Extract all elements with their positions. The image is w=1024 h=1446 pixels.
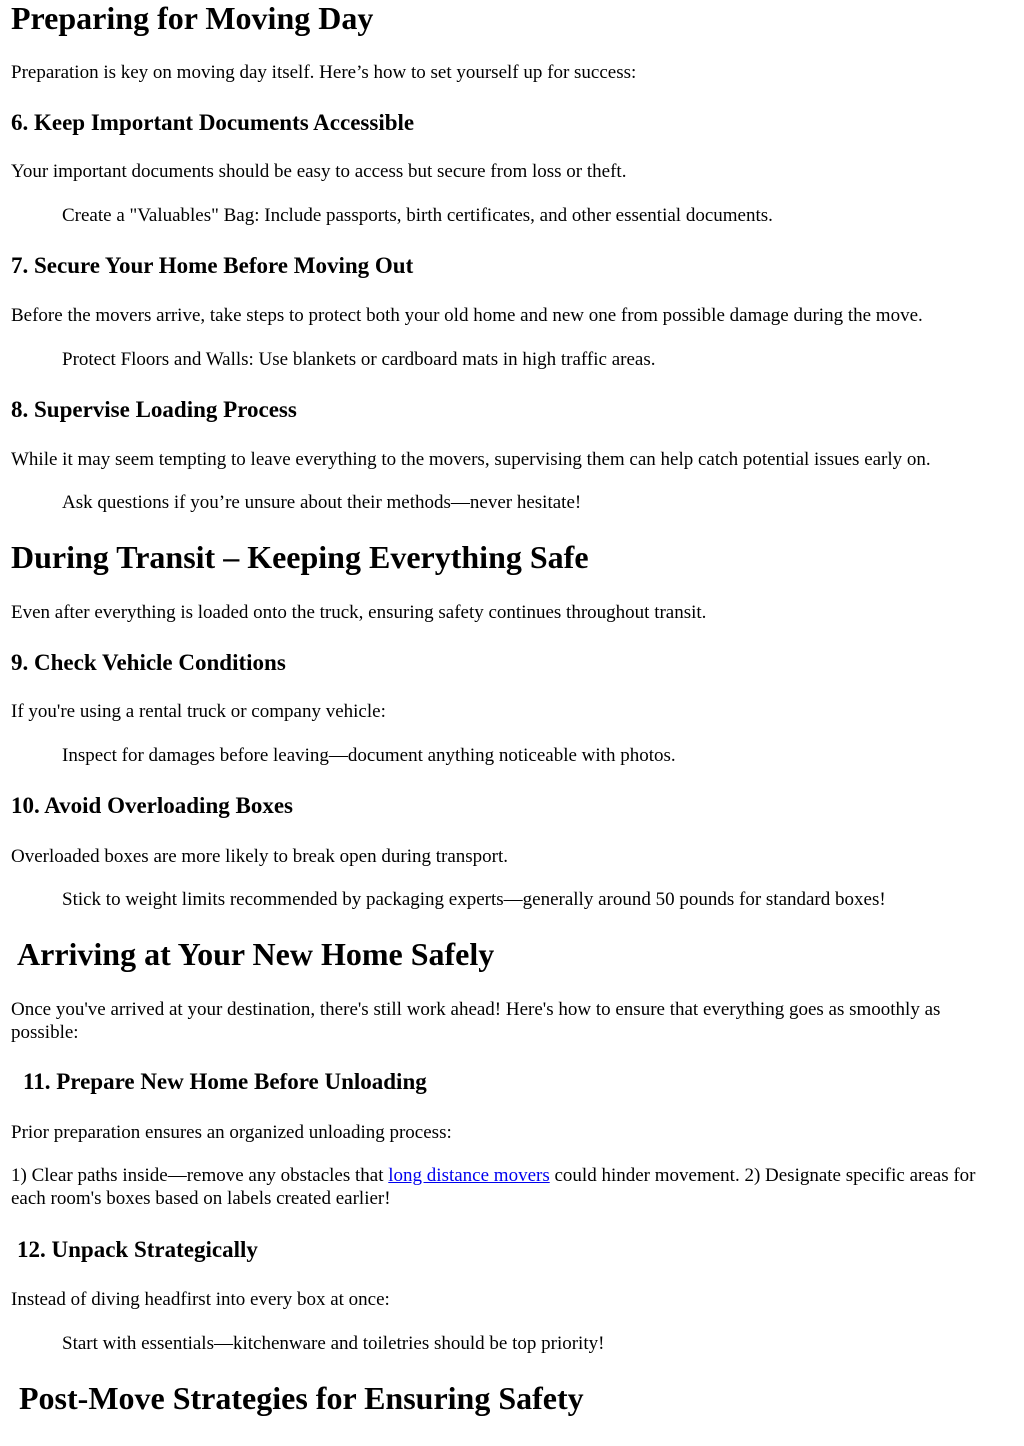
paragraph-secure-home: Before the movers arrive, take steps to protect both your old home and new one from possible damage during the move. <box>11 305 923 326</box>
list-item-inspect-damages: Inspect for damages before leaving—document anything noticeable with photos. <box>62 745 676 766</box>
heading-supervise-loading: 8. Supervise Loading Process <box>11 397 297 422</box>
list-item-ask-questions: Ask questions if you’re unsure about their methods—never hesitate! <box>62 492 582 513</box>
clear-paths-text-end: could hinder movement. 2) Designate specific areas for each room's boxes based on labels created earlier! <box>11 1165 976 1209</box>
paragraph-rental-truck: If you're using a rental truck or company vehicle: <box>11 701 386 722</box>
list-item-weight-limits: Stick to weight limits recommended by packaging experts—generally around 50 pounds for standard boxes! <box>62 889 886 910</box>
clear-paths-text-start: 1) Clear paths inside—remove any obstacles that <box>11 1165 389 1186</box>
paragraph-overloaded-boxes: Overloaded boxes are more likely to break open during transport. <box>11 846 509 867</box>
heading-post-move-strategies: Post-Move Strategies for Ensuring Safety <box>19 1380 584 1416</box>
heading-secure-your-home: 7. Secure Your Home Before Moving Out <box>11 253 414 278</box>
heading-keep-documents-accessible: 6. Keep Important Documents Accessible <box>11 110 415 135</box>
paragraph-supervise-loading: While it may seem tempting to leave everything to the movers, supervising them can help catch potential issues early on. <box>11 449 931 470</box>
paragraph-arriving-intro: Once you've arrived at your destination, there's still work ahead! Here's how to ensure that everything goes as smoothly as possible: <box>11 999 941 1043</box>
paragraph-prior-preparation: Prior preparation ensures an organized unloading process: <box>11 1122 452 1143</box>
heading-during-transit: During Transit – Keeping Everything Safe <box>11 539 589 575</box>
paragraph-transit-intro: Even after everything is loaded onto the truck, ensuring safety continues throughout transit. <box>11 602 707 623</box>
list-item-start-with-essentials: Start with essentials—kitchenware and toiletries should be top priority! <box>62 1333 605 1354</box>
heading-check-vehicle: 9. Check Vehicle Conditions <box>11 650 286 675</box>
long-distance-movers-link[interactable]: long distance movers <box>388 1165 550 1186</box>
heading-avoid-overloading: 10. Avoid Overloading Boxes <box>11 793 293 818</box>
paragraph-preparing-intro: Preparation is key on moving day itself. Here’s how to set yourself up for success: <box>11 62 637 83</box>
list-item-protect-floors: Protect Floors and Walls: Use blankets or cardboard mats in high traffic areas. <box>62 349 656 370</box>
paragraph-instead-of-diving: Instead of diving headfirst into every box at once: <box>11 1289 390 1310</box>
list-item-valuables-bag: Create a "Valuables" Bag: Include passports, birth certificates, and other essential documents. <box>62 205 773 226</box>
paragraph-clear-paths <box>11 1164 1006 1210</box>
paragraph-documents: Your important documents should be easy to access but secure from loss or theft. <box>11 161 627 182</box>
heading-preparing-for-moving-day: Preparing for Moving Day <box>11 0 374 36</box>
heading-arriving-new-home: Arriving at Your New Home Safely <box>17 936 495 972</box>
heading-unpack-strategically: 12. Unpack Strategically <box>17 1237 258 1262</box>
heading-prepare-new-home: 11. Prepare New Home Before Unloading <box>23 1069 427 1094</box>
